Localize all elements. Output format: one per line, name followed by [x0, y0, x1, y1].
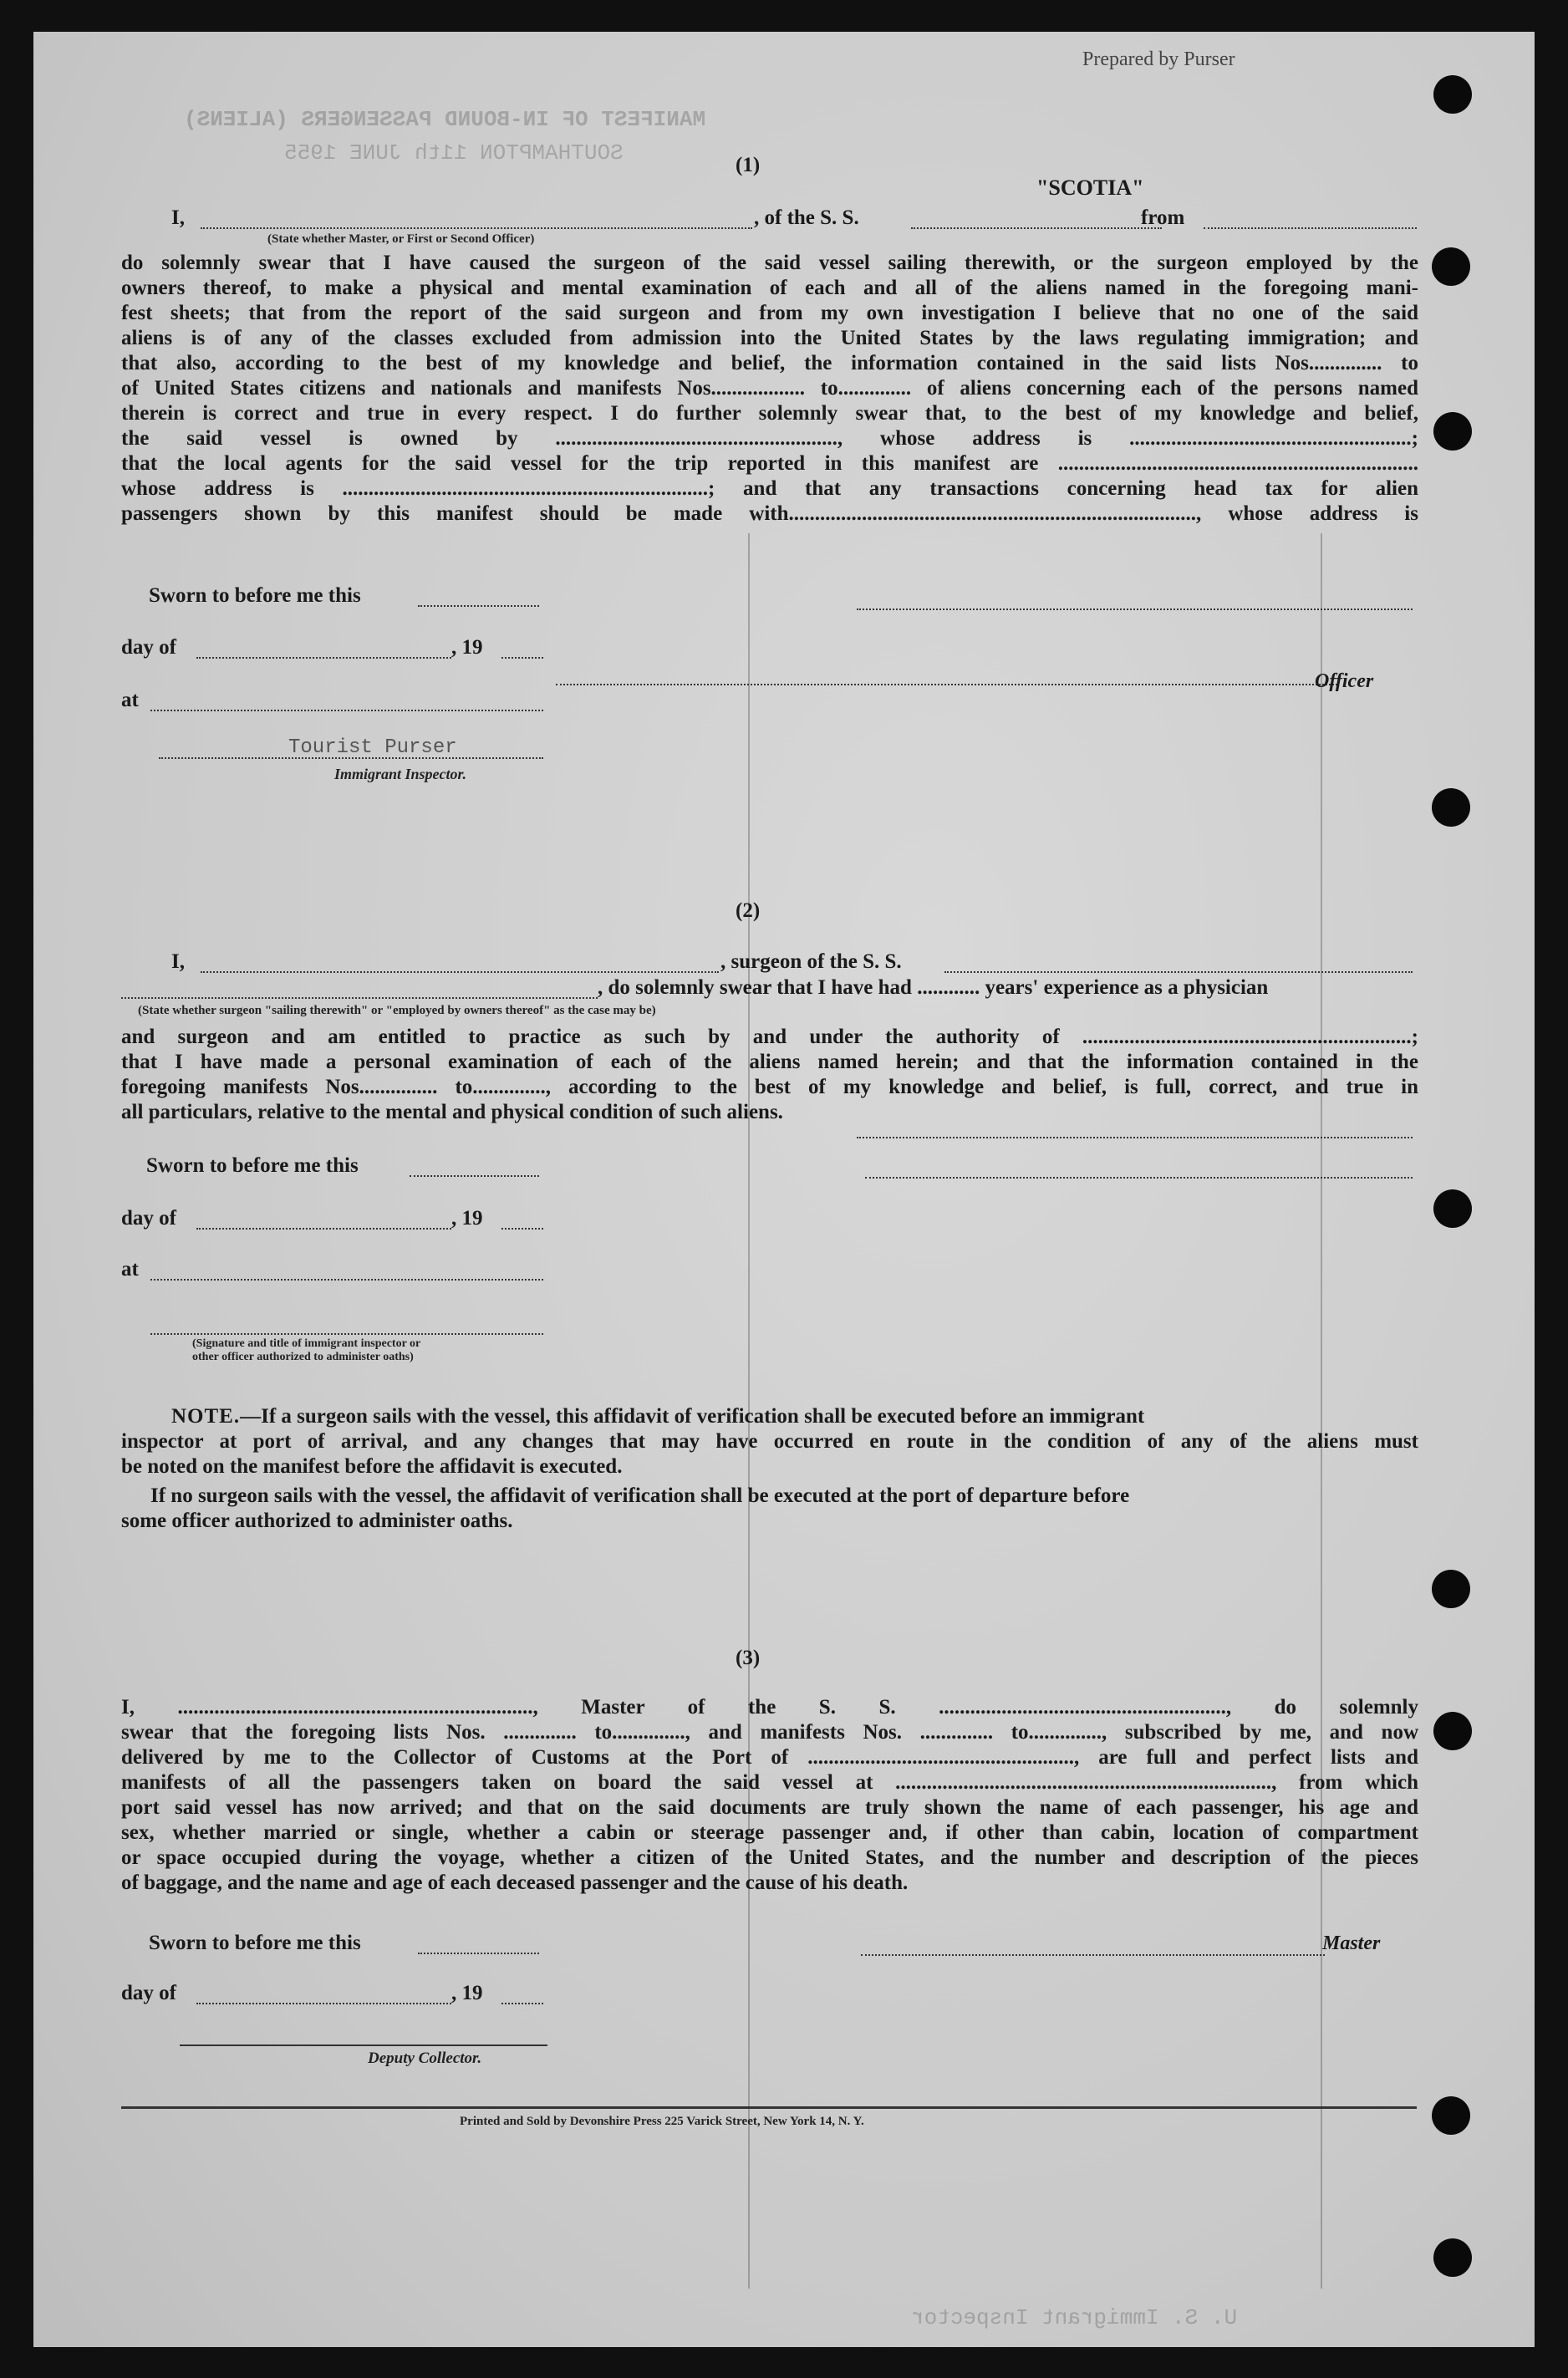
sec2-line-start: I, — [171, 950, 185, 973]
note2-line: If no surgeon sails with the vessel, the affidavit of verification shall be executed at the port of departure before — [150, 1484, 1130, 1507]
sec3-oath-line: of baggage, and the name and age of each deceased passenger and the cause of his death. — [121, 1871, 909, 1894]
sec3-year-blank — [501, 1988, 543, 2004]
sec3-oath-line: delivered by me to the Collector of Customs at the Port of ..................................................., are full and perfect lists and — [121, 1746, 1418, 1769]
sec1-officer-label: Officer — [1315, 670, 1374, 692]
sec1-at-blank — [150, 695, 543, 711]
sec3-sworn: Sworn to before me this — [149, 1932, 361, 1954]
note-line: —If a surgeon sails with the vessel, this affidavit of verification shall be executed before an immigrant — [240, 1405, 1145, 1428]
sec1-oath-line: owners thereof, to make a physical and mental examination of each and all of the aliens named in the foregoing mani- — [121, 277, 1418, 299]
sec2-sworn-blank — [410, 1160, 539, 1177]
sec2-oath-line: that I have made a personal examination of each of the aliens named herein; and that the information contained in the — [121, 1051, 1418, 1073]
sec3-oath-line: I, ...................................................................., Master of the S. S. ......................................................., do solemnly — [121, 1696, 1418, 1719]
section-2-number: (2) — [736, 899, 761, 922]
sec3-oath-line: manifests of all the passengers taken on board the said vessel at ........................................................................, from which — [121, 1771, 1418, 1794]
sec2-at: at — [121, 1258, 139, 1281]
sec1-at: at — [121, 689, 139, 711]
punch-hole — [1433, 1712, 1472, 1750]
sec3-year: , 19 — [451, 1982, 483, 2004]
section-3-number: (3) — [736, 1647, 761, 1669]
sec2-status-blank — [121, 982, 598, 999]
note-line: be noted on the manifest before the affidavit is executed. — [121, 1455, 623, 1478]
sec2-year: , 19 — [451, 1207, 483, 1230]
sec3-deputy-signature-line — [180, 2044, 547, 2046]
note-title: NOTE. — [171, 1405, 241, 1428]
sec1-oath-line: passengers shown by this manifest should be made with.............................................................................., whose address is — [121, 502, 1418, 525]
sec2-oath-line: all particulars, relative to the mental and physical condition of such aliens. — [121, 1101, 783, 1123]
sec1-oath-line: whose address is ......................................................................; and that any transactions concerning head tax for alien — [121, 477, 1418, 500]
sec2-surgeon-signature-line — [857, 1137, 1413, 1138]
sec2-signature-note: (Signature and title of immigrant inspector or — [192, 1337, 421, 1350]
sec1-oath-line: of United States citizens and nationals and manifests Nos.................. to.............. of aliens concerning each of the persons named — [121, 377, 1418, 400]
sec3-day-blank — [196, 1988, 451, 2004]
note2-line: some officer authorized to administer oaths. — [121, 1510, 513, 1532]
sec1-oath-line: do solemnly swear that I have caused the surgeon of the said vessel sailing therewith, or the surgeon employed by the — [121, 252, 1418, 274]
bleed-through-bottom: U. S. Immigrant Inspector — [911, 2305, 1238, 2330]
sec1-year-blank — [501, 642, 543, 659]
sec2-surgeon-blank — [201, 956, 719, 973]
sec1-oath-line: the said vessel is owned by ......................................................, whose address is ......................................................; — [121, 427, 1418, 450]
sec2-oath-line: and surgeon and am entitled to practice as such by and under the authority of ...............................................................; — [121, 1026, 1418, 1048]
sec2-signature-note: other officer authorized to administer oaths) — [192, 1351, 414, 1363]
sec3-master-signature-line — [861, 1954, 1325, 1956]
sec2-sworn: Sworn to before me this — [146, 1154, 359, 1177]
sec1-from-blank — [1204, 212, 1417, 229]
sec1-oath-line: that the local agents for the said vessel for the trip reported in this manifest are ..................................................................... — [121, 452, 1418, 475]
punch-hole — [1432, 2096, 1470, 2135]
sec1-officer-blank — [201, 212, 752, 229]
sec3-deputy-label: Deputy Collector. — [368, 2050, 482, 2067]
sec1-oath-body — [121, 251, 1418, 527]
bleed-through-line: SOUTHAMPTON 11th JUNE 1955 — [284, 140, 624, 165]
sec3-oath-body — [121, 1695, 1418, 1896]
sec3-oath-line: or space occupied during the voyage, whether a citizen of the United States, and the number and description of the pieces — [121, 1846, 1418, 1869]
note-paragraph-1-first — [171, 1404, 1418, 1429]
manifest-page — [33, 32, 1535, 2347]
sec3-oath-line: swear that the foregoing lists Nos. .............. to.............., and manifests Nos. .............. to.............., subscribed by me, and now — [121, 1721, 1418, 1744]
sec2-year-blank — [501, 1213, 543, 1230]
prepared-by-note: Prepared by Purser — [1082, 48, 1235, 70]
sec1-from: from — [1141, 206, 1185, 229]
punch-hole — [1433, 1189, 1472, 1228]
sec3-day-of: day of — [121, 1982, 176, 2004]
sec1-inspector-handwriting: Tourist Purser — [288, 736, 457, 759]
sec3-master-label: Master — [1322, 1932, 1381, 1954]
printer-imprint: Printed and Sold by Devonshire Press 225 Varick Street, New York 14, N. Y. — [460, 2115, 864, 2128]
sec1-oath-line: aliens is of any of the classes excluded from admission into the United States by the laws regulating immigration; and — [121, 327, 1418, 349]
sec2-surgeon-line — [865, 1177, 1413, 1179]
sec1-year: , 19 — [451, 636, 483, 659]
sec2-oath-line: foregoing manifests Nos............... to.............., according to the best of my knowledge and belief, is full, correct, and true in — [121, 1076, 1418, 1098]
sec2-at-blank — [150, 1264, 543, 1281]
sec1-sworn: Sworn to before me this — [149, 584, 361, 607]
sec1-sworn-blank — [418, 590, 539, 607]
sec1-oath-line: therein is correct and true in every respect. I do further solemnly swear that, to the best of my knowledge and belief, — [121, 402, 1418, 425]
note-line: inspector at port of arrival, and any changes that may have occurred en route in the condition of any of the aliens must — [121, 1430, 1418, 1453]
sec3-sworn-blank — [418, 1938, 539, 1954]
sec1-day-of: day of — [121, 636, 176, 659]
sec1-of-ss: , of the S. S. — [754, 206, 859, 229]
sec2-oath-body — [121, 1025, 1418, 1125]
punch-hole — [1432, 788, 1470, 827]
punch-hole — [1433, 412, 1472, 451]
sec1-officer-signature-line — [857, 609, 1413, 610]
sec2-day-blank — [196, 1213, 451, 1230]
punch-hole — [1432, 247, 1470, 286]
sec2-surgeon-of-ss: , surgeon of the S. S. — [720, 950, 902, 973]
sec2-inspector-signature-line — [150, 1333, 543, 1335]
sec3-oath-line: sex, whether married or single, whether a cabin or steerage passenger and, if other than cabin, location of compartment — [121, 1821, 1418, 1844]
sec1-ship-blank — [911, 212, 1162, 229]
sec1-oath-line: fest sheets; that from the report of the said surgeon and from my own investigation I believe that no one of the said — [121, 302, 1418, 324]
bleed-through-title: MANIFEST OF IN-BOUND PASSENGERS (ALIENS) — [184, 107, 706, 132]
sec1-day-blank — [196, 642, 451, 659]
footer-rule — [121, 2106, 1417, 2109]
punch-hole — [1432, 1570, 1470, 1608]
sec1-officer-line — [556, 684, 1337, 685]
sec2-day-of: day of — [121, 1207, 176, 1230]
sec1-inspector-label: Immigrant Inspector. — [334, 766, 467, 782]
sec2-experience-line: , do solemnly swear that I have had ............ years' experience as a physician — [598, 976, 1269, 999]
sec3-oath-line: port said vessel has now arrived; and that on the said documents are truly shown the name of each passenger, his age and — [121, 1796, 1418, 1819]
sec1-officer-note: (State whether Master, or First or Second Officer) — [267, 232, 535, 246]
sec1-inspector-blank — [159, 742, 543, 759]
punch-hole — [1433, 2238, 1472, 2277]
vessel-stamp: "SCOTIA" — [1036, 176, 1144, 200]
sec2-status-note: (State whether surgeon "sailing therewith" or "employed by owners thereof" as the case may be) — [138, 1004, 656, 1017]
sec2-ship-blank — [944, 956, 1413, 973]
section-1-number: (1) — [736, 154, 761, 176]
punch-hole — [1433, 75, 1472, 114]
sec1-oath-line: that also, according to the best of my knowledge and belief, the information contained in the said lists Nos.............. to — [121, 352, 1418, 374]
sec1-line-start: I, — [171, 206, 185, 229]
